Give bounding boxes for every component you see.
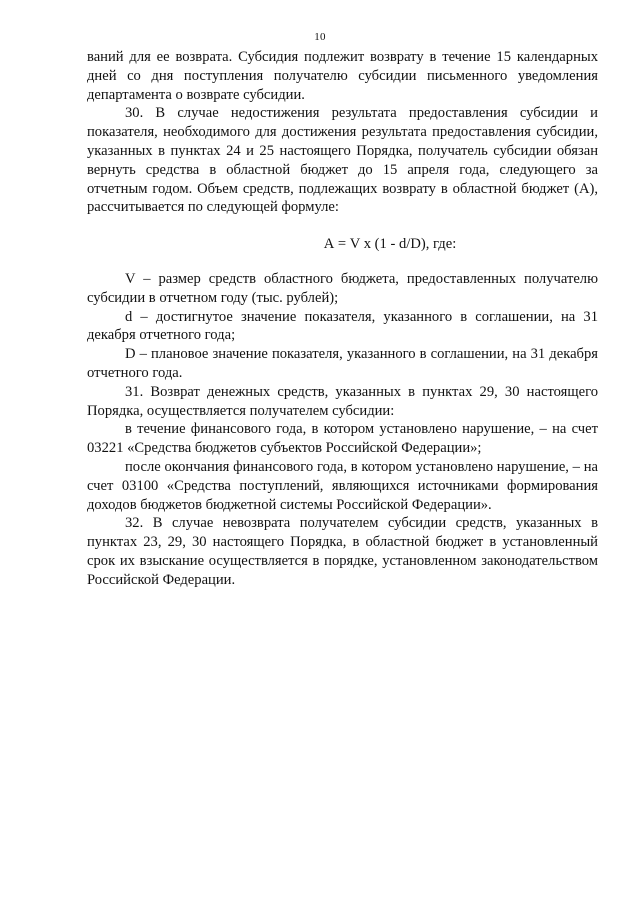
definition-d-plan: D – плановое значение показателя, указанного в соглашении, на 31 декабря отчетного года. (87, 346, 598, 381)
paragraph-30: 30. В случае недостижения результата предоставления субсидии и показателя, необходимого для достижения результата предоставления субсидии, указанных в пунктах 24 и 25 настоящего Порядка, получатель субсидии обязан вернуть средства в областной бюджет до 15 апреля года, следующего за отчетным годом. Объем средств, подлежащих возврату в областной бюджет (А), рассчитывается по следующей формуле: (87, 105, 598, 216)
paragraph-31-item-after-year: после окончания финансового года, в котором установлено нарушение, – на счет 03100 «Средства поступлений, являющихся источниками формирования доходов бюджетов бюджетной системы Российской Федерации». (87, 458, 598, 513)
paragraph-31: 31. Возврат денежных средств, указанных в пунктах 29, 30 настоящего Порядка, осуществляется получателем субсидии: (87, 383, 598, 419)
page-number: 10 (314, 31, 326, 43)
paragraph-continuation: ваний для ее возврата. Субсидия подлежит возврату в течение 15 календарных дней со дня поступления получателю субсидии письменного уведомления департамента о возврате субсидии. (87, 49, 598, 103)
formula: А = V х (1 - d/D), где: (323, 236, 457, 253)
paragraph-31-item-current-year: в течение финансового года, в котором установлено нарушение, – на счет 03221 «Средства бюджетов субъектов Российской Федерации»; (87, 421, 598, 457)
paragraph-32: 32. В случае невозврата получателем субсидии средств, указанных в пунктах 23, 29, 30 настоящего Порядка, в областной бюджет в установленный срок их взыскание осуществляется в порядке, установленном законодательством Российской Федерации. (87, 515, 598, 588)
definition-v: V – размер средств областного бюджета, предоставленных получателю субсидии в отчетном году (тыс. рублей); (87, 270, 598, 306)
definition-d: d – достигнутое значение показателя, указанного в соглашении, на 31 декабря отчетного года; (87, 308, 598, 344)
document-body (87, 48, 598, 590)
